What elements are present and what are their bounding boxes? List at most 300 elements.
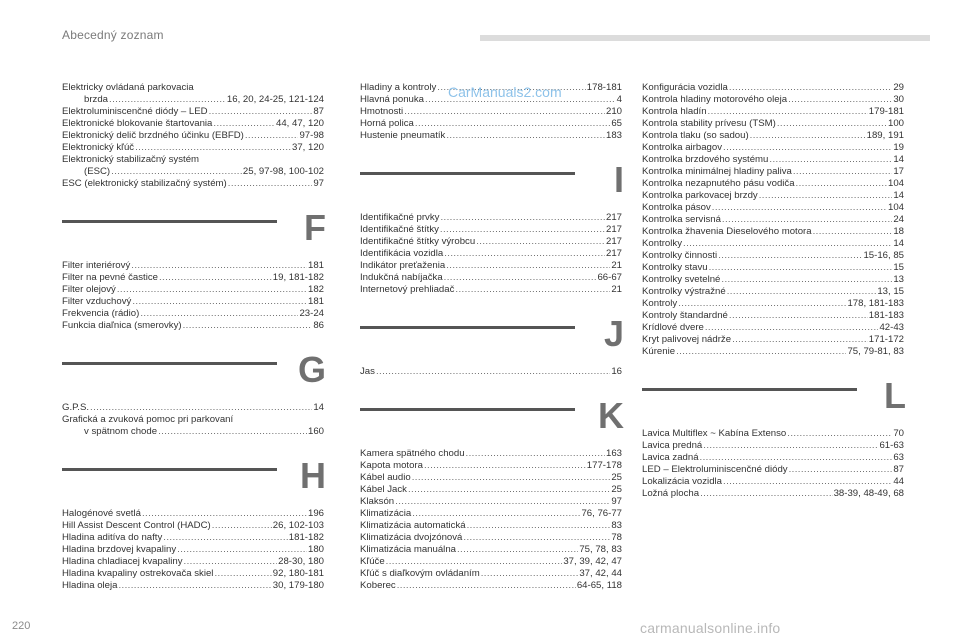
entry-pages: 24 — [893, 214, 904, 225]
divider-line — [360, 326, 575, 329]
dot-leader — [463, 532, 610, 544]
dot-leader — [676, 346, 846, 358]
dot-leader — [727, 286, 877, 298]
entry-text: Frekvencia (rádio) — [62, 308, 140, 319]
dot-leader — [404, 106, 605, 118]
entry-pages: 75, 79-81, 83 — [847, 346, 904, 357]
entry-text: Klimatizácia manuálna — [360, 544, 456, 555]
entry-line — [62, 544, 324, 556]
entry-text: Kontrolky svetelné — [642, 274, 721, 285]
entry-pages: 37, 120 — [291, 142, 324, 153]
index-section-j — [360, 296, 622, 378]
index-section-g — [62, 332, 324, 438]
dot-leader — [440, 224, 605, 236]
entry-text: Lavica Multiflex ~ Kabína Extenso — [642, 428, 787, 439]
entry-text: Elektroluminiscenčné diódy – LED — [62, 106, 208, 117]
entry-text: Hlavná ponuka — [360, 94, 425, 105]
index-entry — [360, 520, 622, 532]
entry-pages: 87 — [893, 464, 904, 475]
entry-line — [360, 130, 622, 142]
entry-line — [642, 178, 904, 190]
index-section-h — [62, 438, 324, 592]
entry-pages: 18 — [893, 226, 904, 237]
entry-pages: 217 — [605, 224, 622, 235]
entry-line — [360, 472, 622, 484]
entry-text: Kontrolky — [642, 238, 682, 249]
entry-line — [62, 94, 324, 106]
entry-line — [642, 106, 904, 118]
index-section-i — [360, 142, 622, 296]
index-section-k — [360, 378, 622, 592]
index-entry — [642, 322, 904, 334]
entry-pages: 17 — [893, 166, 904, 177]
index-entries — [62, 402, 324, 438]
entry-text: Kontrolka žhavenia Dieselového motora — [642, 226, 812, 237]
dot-leader — [723, 142, 892, 154]
entry-pages: 16, 20, 24-25, 121-124 — [226, 94, 324, 105]
header-bar — [480, 35, 930, 41]
entry-text: Hladina kvapaliny ostrekovača skiel — [62, 568, 214, 579]
dot-leader — [759, 190, 893, 202]
dot-leader — [245, 130, 299, 142]
entry-line — [360, 260, 622, 272]
entry-pages: 30, 179-180 — [272, 580, 324, 591]
entry-line — [360, 106, 622, 118]
dot-leader — [446, 130, 605, 142]
entry-line — [62, 426, 324, 438]
entry-text: LED – Elektroluminiscenčné diódy — [642, 464, 788, 475]
entry-line — [360, 532, 622, 544]
index-entry — [642, 130, 904, 142]
dot-leader — [467, 520, 611, 532]
entry-text: Klimatizácia automatická — [360, 520, 466, 531]
entry-text: Kontrolka servisná — [642, 214, 721, 225]
entry-line — [642, 452, 904, 464]
section-divider — [360, 296, 622, 366]
entry-text: Klimatizácia — [360, 508, 412, 519]
entry-text: Ložná plocha — [642, 488, 700, 499]
index-entry — [62, 402, 324, 414]
dot-leader — [177, 544, 307, 556]
dot-leader — [132, 296, 307, 308]
entry-text: Jas — [360, 366, 375, 377]
dot-leader — [118, 580, 271, 592]
entry-text: Kontrolka nezapnutého pásu vodiča — [642, 178, 795, 189]
entry-line — [642, 130, 904, 142]
entry-text: Klaksón — [360, 496, 395, 507]
entry-line — [360, 520, 622, 532]
entry-line — [642, 142, 904, 154]
dot-leader — [777, 118, 887, 130]
entry-line — [360, 460, 622, 472]
entry-line — [360, 556, 622, 568]
entry-text: Halogénové svetlá — [62, 508, 141, 519]
dot-leader — [466, 448, 605, 460]
dot-leader — [708, 106, 868, 118]
section-divider — [62, 190, 324, 260]
index-entry — [62, 284, 324, 296]
divider-line — [642, 388, 857, 391]
entry-pages: 189, 191 — [866, 130, 904, 141]
entry-pages: 178-181 — [586, 82, 622, 93]
entry-line — [360, 118, 622, 130]
entry-line — [62, 166, 324, 178]
entry-pages: 42-43 — [879, 322, 904, 333]
entry-pages: 178, 181-183 — [847, 298, 904, 309]
entry-line — [62, 532, 324, 544]
entry-pages: 217 — [605, 212, 622, 223]
entry-pages: 104 — [887, 202, 904, 213]
dot-leader — [228, 178, 313, 190]
entry-text: Hustenie pneumatík — [360, 130, 446, 141]
entry-line — [642, 464, 904, 476]
index-entry — [62, 520, 324, 532]
entry-text: Kábel Jack — [360, 484, 407, 495]
dot-leader — [729, 310, 868, 322]
entry-pages: 97 — [313, 178, 324, 189]
dot-leader — [796, 178, 887, 190]
index-entry — [360, 496, 622, 508]
index-entry — [360, 508, 622, 520]
dot-leader — [424, 460, 586, 472]
entry-line — [360, 366, 622, 378]
entry-line — [642, 82, 904, 94]
entry-text: brzda — [84, 94, 108, 105]
index-entry — [642, 166, 904, 178]
index-entry — [642, 488, 904, 500]
index-entry — [62, 118, 324, 130]
index-section-f — [62, 190, 324, 332]
entry-line — [642, 310, 904, 322]
entry-text: Identifikačné štítky výrobcu — [360, 236, 476, 247]
index-entry — [642, 440, 904, 452]
entry-text: Krídlové dvere — [642, 322, 704, 333]
index-entry — [360, 248, 622, 260]
section-letter: G — [297, 349, 326, 390]
index-section-l — [642, 358, 904, 500]
section-divider — [360, 142, 622, 212]
entry-pages: 100 — [887, 118, 904, 129]
entry-line — [642, 440, 904, 452]
entry-text: Kontrolky činnosti — [642, 250, 718, 261]
divider-line — [360, 408, 575, 411]
entry-pages: 83 — [611, 520, 622, 531]
index-entry — [62, 508, 324, 520]
entry-text: Elektronický delič brzdného účinku (EBFD) — [62, 130, 244, 141]
section-divider — [642, 358, 904, 428]
dot-leader — [184, 556, 278, 568]
entry-text: Kábel audio — [360, 472, 411, 483]
dot-leader — [440, 212, 605, 224]
entry-line — [62, 272, 324, 284]
index-entry — [642, 452, 904, 464]
entry-pages: 183 — [605, 130, 622, 141]
index-entries — [360, 366, 622, 378]
entry-line — [360, 484, 622, 496]
entry-pages: 19, 181-182 — [272, 272, 324, 283]
index-entry — [360, 472, 622, 484]
dot-leader — [376, 366, 610, 378]
entry-line — [642, 226, 904, 238]
watermark-carmanuals: CarManuals2.com — [448, 84, 562, 100]
entry-text: G.P.S. — [62, 402, 90, 413]
dot-leader — [446, 260, 610, 272]
dot-leader — [412, 508, 580, 520]
index-entry — [642, 274, 904, 286]
entry-text: Horná polica — [360, 118, 414, 129]
entry-line — [62, 284, 324, 296]
section-letter: I — [613, 159, 624, 200]
entry-line — [62, 308, 324, 320]
entry-pages: 15-16, 85 — [863, 250, 904, 261]
index-entry — [642, 190, 904, 202]
entry-line — [642, 154, 904, 166]
index-entry — [62, 106, 324, 118]
entry-text: Kontrolky výstražné — [642, 286, 726, 297]
dot-leader — [90, 402, 312, 414]
index-entry — [642, 142, 904, 154]
index-entries — [360, 212, 622, 296]
entry-line — [360, 212, 622, 224]
dot-leader — [135, 142, 291, 154]
dot-leader — [700, 452, 893, 464]
entry-pages: 217 — [605, 236, 622, 247]
dot-leader — [750, 130, 866, 142]
entry-text: Filter olejový — [62, 284, 116, 295]
dot-leader — [386, 556, 563, 568]
dot-leader — [213, 118, 275, 130]
dot-leader — [703, 440, 878, 452]
entry-line — [62, 402, 324, 414]
index-entry — [62, 568, 324, 580]
index-entry — [62, 544, 324, 556]
index-entry — [62, 580, 324, 592]
dot-leader — [158, 426, 307, 438]
page-header — [0, 0, 960, 48]
entry-pages: 181 — [307, 296, 324, 307]
dot-leader — [705, 322, 879, 334]
entry-text: Kontroly štandardné — [642, 310, 728, 321]
entry-line — [642, 94, 904, 106]
entry-pages: 28-30, 180 — [278, 556, 324, 567]
entry-text: Hladina aditíva do nafty — [62, 532, 163, 543]
entry-head-text: Elektricky ovládaná parkovacia — [62, 82, 194, 93]
entry-pages: 19 — [893, 142, 904, 153]
watermark-carmanualsonline: carmanualsonline.info — [640, 620, 781, 636]
dot-leader — [789, 464, 893, 476]
entry-text: Klimatizácia dvojzónová — [360, 532, 463, 543]
dot-leader — [395, 496, 610, 508]
entry-head-text: Grafická a zvuková pomoc pri parkovaní — [62, 414, 234, 425]
index-entry — [642, 286, 904, 298]
dot-leader — [712, 202, 887, 214]
entry-text: Internetový prehliadač — [360, 284, 455, 295]
entry-line — [360, 508, 622, 520]
index-entry — [642, 178, 904, 190]
index-entry — [642, 226, 904, 238]
index-entry — [642, 118, 904, 130]
entry-line — [642, 274, 904, 286]
entry-head-text: Elektronický stabilizačný systém — [62, 154, 200, 165]
entry-line — [62, 520, 324, 532]
entry-line — [360, 580, 622, 592]
entry-pages: 13, 15 — [877, 286, 904, 297]
dot-leader — [700, 488, 833, 500]
entry-line — [642, 166, 904, 178]
index-entry — [642, 154, 904, 166]
entry-text: Kontrolka airbagov — [642, 142, 722, 153]
entry-pages: 182 — [307, 284, 324, 295]
entry-pages: 44, 47, 120 — [275, 118, 324, 129]
entry-pages: 97-98 — [299, 130, 324, 141]
section-letter: F — [304, 207, 326, 248]
index-entry — [62, 272, 324, 284]
index-entry — [642, 250, 904, 262]
entry-text: Indikátor preťaženia — [360, 260, 446, 271]
dot-leader — [793, 166, 892, 178]
index-entry — [360, 224, 622, 236]
index-entry — [360, 212, 622, 224]
entry-pages: 30 — [893, 94, 904, 105]
index-entry — [62, 296, 324, 308]
index-entry — [62, 320, 324, 332]
index-entry — [642, 334, 904, 346]
dot-leader — [476, 236, 605, 248]
entry-line — [642, 488, 904, 500]
entry-text: Identifikačné štítky — [360, 224, 439, 235]
entry-text: Lavica predná — [642, 440, 703, 451]
dot-leader — [412, 472, 611, 484]
index-entry — [642, 464, 904, 476]
entry-pages: 21 — [611, 260, 622, 271]
entry-line — [642, 322, 904, 334]
index-entry — [360, 130, 622, 142]
entry-text: Kontrolky stavu — [642, 262, 708, 273]
entry-text: Hladiny a kontroly — [360, 82, 437, 93]
entry-line — [62, 296, 324, 308]
entry-text: Identifikačné prvky — [360, 212, 440, 223]
entry-text: Kamera spätného chodu — [360, 448, 465, 459]
index-entry — [642, 346, 904, 358]
divider-line — [62, 220, 277, 223]
entry-line — [642, 476, 904, 488]
index-entry — [360, 484, 622, 496]
index-entry — [360, 556, 622, 568]
entry-pages: 70 — [893, 428, 904, 439]
entry-line — [642, 238, 904, 250]
entry-line — [642, 286, 904, 298]
index-entry — [360, 118, 622, 130]
dot-leader — [678, 298, 846, 310]
dot-leader — [140, 308, 298, 320]
index-column-2 — [360, 82, 622, 592]
index-entries — [642, 428, 904, 500]
entry-line — [62, 260, 324, 272]
entry-line — [642, 118, 904, 130]
entry-text: Kryt palivovej nádrže — [642, 334, 732, 345]
index-entry — [642, 106, 904, 118]
entry-line — [62, 178, 324, 190]
dot-leader — [163, 532, 288, 544]
entry-line — [62, 320, 324, 332]
entry-text: Kontrola tlaku (so sadou) — [642, 130, 749, 141]
entry-pages: 160 — [307, 426, 324, 437]
entry-text: Kontrola stability prívesu (TSM) — [642, 118, 776, 129]
entry-text: Elektronický kľúč — [62, 142, 135, 153]
dot-leader — [444, 248, 605, 260]
entry-text: Kľúč s diaľkovým ovládaním — [360, 568, 480, 579]
entry-pages: 163 — [605, 448, 622, 459]
entry-line — [360, 568, 622, 580]
index-entry — [360, 284, 622, 296]
index-entry — [642, 298, 904, 310]
entry-text: Kontrola hladín — [642, 106, 707, 117]
dot-leader — [183, 320, 313, 332]
entry-pages: 25, 97-98, 100-102 — [242, 166, 324, 177]
divider-line — [62, 362, 277, 365]
entry-text: Koberec — [360, 580, 396, 591]
entry-text: Kontrolka minimálnej hladiny paliva — [642, 166, 792, 177]
index-entry — [62, 82, 324, 106]
index-entry — [360, 580, 622, 592]
entry-pages: 37, 42, 44 — [579, 568, 622, 579]
entry-line — [62, 142, 324, 154]
index-entry — [360, 106, 622, 118]
entry-text: Funkcia diaľnica (smerovky) — [62, 320, 182, 331]
entry-text: Hill Assist Descent Control (HADC) — [62, 520, 211, 531]
section-letter: K — [598, 395, 624, 436]
entry-text: Kapota motora — [360, 460, 423, 471]
entry-pages: 14 — [893, 154, 904, 165]
dot-leader — [212, 520, 272, 532]
entry-pages: 217 — [605, 248, 622, 259]
index-entry — [360, 236, 622, 248]
entry-pages: 92, 180-181 — [272, 568, 324, 579]
entry-text: (ESC) — [84, 166, 111, 177]
index-entry — [360, 366, 622, 378]
entry-pages: 61-63 — [879, 440, 904, 451]
index-entry — [360, 460, 622, 472]
section-divider — [62, 332, 324, 402]
entry-text: Filter vzduchový — [62, 296, 132, 307]
entry-pages: 196 — [307, 508, 324, 519]
index-entries — [62, 82, 324, 190]
index-entries — [360, 448, 622, 592]
entry-line — [360, 496, 622, 508]
dot-leader — [109, 94, 226, 106]
index-entry — [642, 428, 904, 440]
index-section-continued — [62, 82, 324, 190]
dot-leader — [415, 118, 610, 130]
entry-text: ESC (elektronický stabilizačný systém) — [62, 178, 227, 189]
entry-pages: 21 — [611, 284, 622, 295]
header-title: Abecedný zoznam — [62, 28, 164, 42]
entry-pages: 26, 102-103 — [272, 520, 324, 531]
divider-line — [360, 172, 575, 175]
entry-line — [360, 248, 622, 260]
entry-pages: 181-182 — [288, 532, 324, 543]
entry-pages: 23-24 — [299, 308, 324, 319]
index-entry — [360, 260, 622, 272]
index-entry — [62, 308, 324, 320]
entry-pages: 65 — [611, 118, 622, 129]
entry-line — [360, 284, 622, 296]
dot-leader — [117, 284, 307, 296]
entry-pages: 66-67 — [597, 272, 622, 283]
entry-line — [360, 448, 622, 460]
index-section-continued — [642, 82, 904, 358]
entry-pages: 37, 39, 42, 47 — [563, 556, 622, 567]
